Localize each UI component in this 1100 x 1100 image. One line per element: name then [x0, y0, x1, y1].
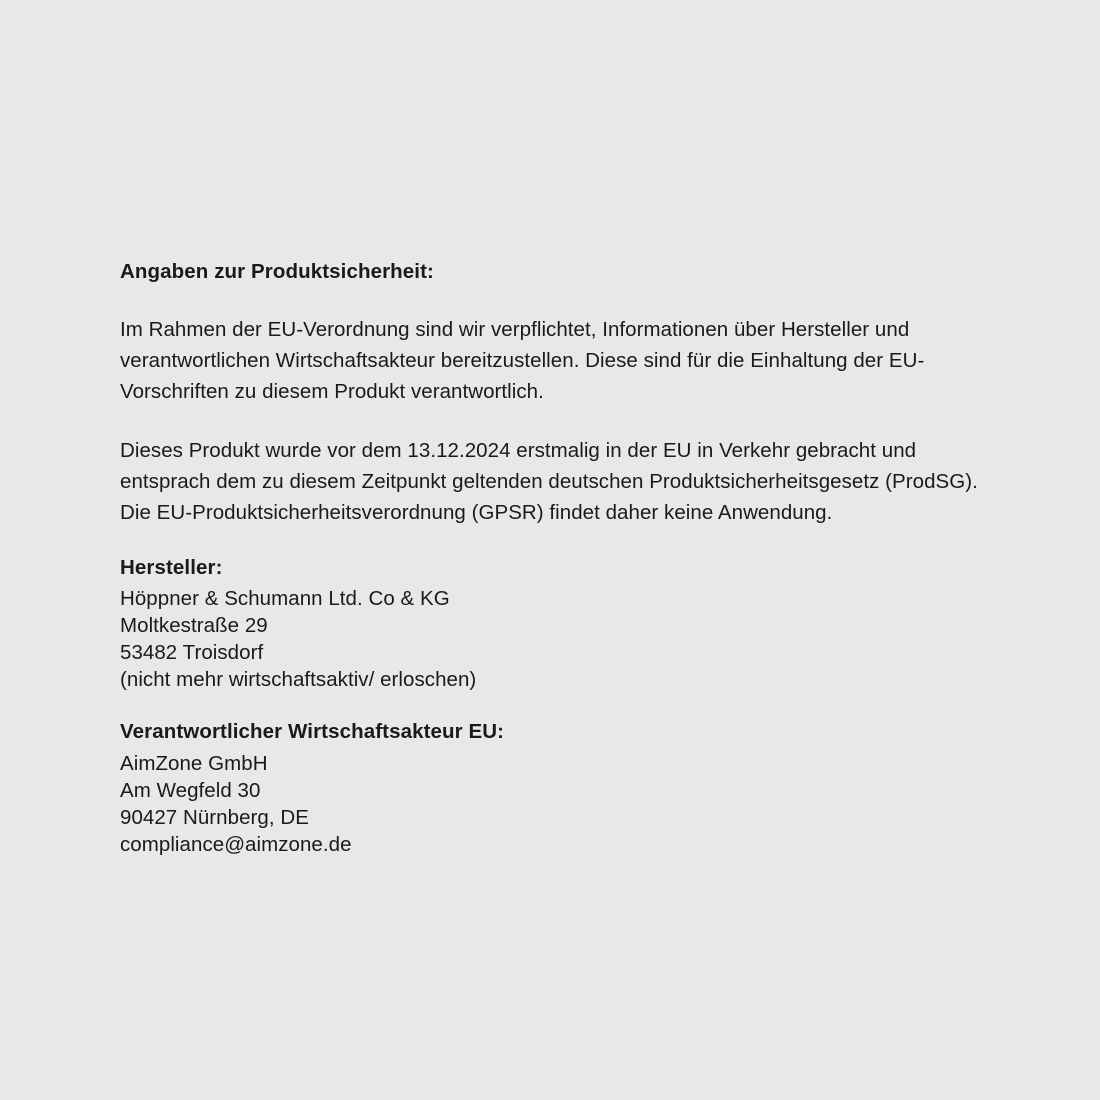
manufacturer-block	[120, 554, 990, 694]
document-body	[120, 258, 990, 858]
manufacturer-city: 53482 Troisdorf	[120, 641, 264, 665]
legacy-placement-paragraph: Dieses Produkt wurde vor dem 13.12.2024 erstmalig in der EU in Verkehr gebracht und entsprach dem zu diesem Zeitpunkt geltenden deutschen Produktsicherheitsgesetz (ProdSG). Die EU-Produktsicherheitsverordnung (GPSR) findet daher keine Anwendung.	[120, 439, 978, 525]
page-title: Angaben zur Produktsicherheit:	[120, 260, 434, 283]
spacer	[120, 407, 990, 435]
spacer	[120, 693, 990, 718]
responsible-operator-heading: Verantwortlicher Wirtschaftsakteur EU:	[120, 720, 505, 744]
responsible-operator-city: 90427 Nürnberg, DE	[120, 806, 309, 830]
spacer	[120, 286, 990, 314]
intro-paragraph: Im Rahmen der EU-Verordnung sind wir verpflichtet, Informationen über Hersteller und verantwortlichen Wirtschaftsakteur bereitzustellen. Diese sind für die Einhaltung der EU-Vorschriften zu diesem Produkt verantwortlich.	[120, 317, 925, 403]
responsible-operator-email: compliance@aimzone.de	[120, 833, 352, 857]
responsible-operator-block	[120, 718, 990, 858]
spacer	[120, 529, 990, 554]
manufacturer-street: Moltkestraße 29	[120, 614, 268, 638]
manufacturer-status-note: (nicht mehr wirtschaftsaktiv/ erloschen)	[120, 668, 477, 692]
responsible-operator-street: Am Wegfeld 30	[120, 779, 261, 803]
manufacturer-heading: Hersteller:	[120, 555, 223, 579]
responsible-operator-name: AimZone GmbH	[120, 752, 268, 776]
manufacturer-name: Höppner & Schumann Ltd. Co & KG	[120, 587, 450, 611]
